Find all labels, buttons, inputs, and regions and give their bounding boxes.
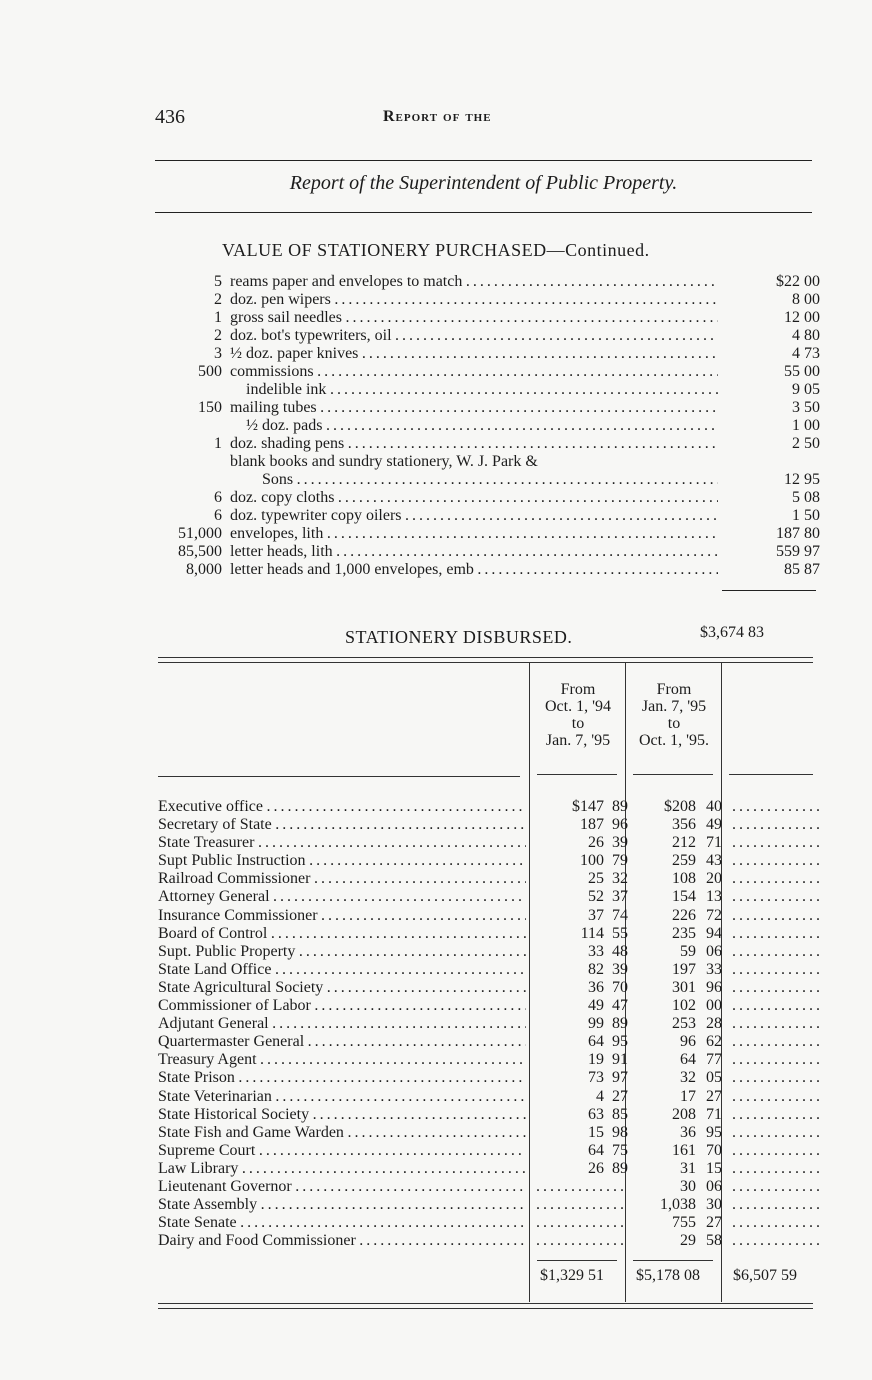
amount-col1: 100 bbox=[580, 852, 604, 870]
department-name bbox=[158, 852, 526, 870]
purchase-row bbox=[160, 327, 820, 345]
purchase-amount: 12 bbox=[784, 471, 800, 488]
purchase-qty: 1 bbox=[214, 435, 222, 452]
department-name-text: Attorney General . . . bbox=[158, 888, 526, 905]
department-name-text: State Veterinarian . . . bbox=[158, 1088, 526, 1105]
purchase-desc-text: doz. bot's typewriters, oil . . . bbox=[230, 327, 718, 344]
department-name-text: State Treasurer . . . bbox=[158, 834, 526, 851]
purchase-desc bbox=[230, 327, 718, 345]
purchase-desc-text: letter heads and 1,000 envelopes, emb . . . bbox=[230, 561, 718, 578]
purchase-row bbox=[160, 345, 820, 363]
department-name-text: Lieutenant Governor . . . bbox=[158, 1178, 526, 1195]
amount-col1: 64 bbox=[588, 1033, 604, 1051]
department-name bbox=[158, 1106, 526, 1124]
cents-col2: 58 bbox=[706, 1232, 722, 1250]
amount-col1: 52 bbox=[588, 888, 604, 906]
cents-col1: 39 bbox=[612, 834, 628, 852]
total-col2: $5,178 08 bbox=[636, 1267, 700, 1284]
amount-col2: 59 bbox=[680, 942, 696, 960]
department-name-text: State Fish and Game Warden . . . bbox=[158, 1124, 526, 1141]
purchase-qty: 3 bbox=[214, 345, 222, 362]
purchased-list bbox=[160, 273, 820, 579]
department-name bbox=[158, 1160, 526, 1178]
table-rule-top-2 bbox=[158, 662, 813, 663]
purchase-row bbox=[160, 525, 820, 543]
purchase-qty: 8,000 bbox=[186, 561, 222, 578]
department-name-text: State Senate . . . bbox=[158, 1214, 526, 1231]
purchase-amount: 55 bbox=[784, 363, 800, 380]
department-name bbox=[158, 1015, 526, 1033]
cents-col1: 79 bbox=[612, 852, 628, 870]
header-rule-bottom bbox=[155, 212, 812, 213]
amount-col2: 259 bbox=[672, 852, 696, 870]
amount-col3-leaders bbox=[732, 870, 820, 888]
cents-col2: 72 bbox=[706, 906, 722, 924]
amount-col2: 197 bbox=[672, 960, 696, 978]
cents-col1: 32 bbox=[612, 870, 628, 888]
purchase-desc bbox=[230, 543, 718, 561]
cents-col2: 06 bbox=[706, 1177, 722, 1195]
purchase-row bbox=[160, 381, 820, 399]
purchase-desc bbox=[230, 489, 718, 507]
purchase-amount: 12 bbox=[784, 309, 800, 326]
purchase-desc bbox=[230, 453, 718, 471]
purchase-cents: 00 bbox=[804, 309, 820, 326]
department-name-text: Treasury Agent . . . bbox=[158, 1051, 526, 1068]
purchase-desc bbox=[230, 435, 718, 453]
amount-col2: 29 bbox=[680, 1232, 696, 1250]
amount-col3-leaders bbox=[732, 852, 820, 870]
amount-col3-leaders bbox=[732, 1106, 820, 1124]
cents-col1: 55 bbox=[612, 924, 628, 942]
page-number: 436 bbox=[155, 106, 185, 128]
department-name bbox=[158, 943, 526, 961]
department-name bbox=[158, 1142, 526, 1160]
department-name-text: Commissioner of Labor . . . bbox=[158, 997, 526, 1014]
purchase-row bbox=[160, 273, 820, 291]
column-divider-1 bbox=[529, 662, 530, 1302]
department-name-text: Dairy and Food Commissioner . . . bbox=[158, 1232, 526, 1249]
department-name-text: Secretary of State . . . bbox=[158, 816, 526, 833]
amount-col2: 154 bbox=[672, 888, 696, 906]
department-name bbox=[158, 1051, 526, 1069]
department-name-text: Railroad Commissioner . . . bbox=[158, 870, 526, 887]
cents-col2: 28 bbox=[706, 1015, 722, 1033]
purchase-amount: 3 bbox=[792, 399, 800, 416]
head-underline-col3 bbox=[729, 774, 813, 775]
amount-col2: 102 bbox=[672, 997, 696, 1015]
purchase-desc-text: Sons . . . bbox=[262, 471, 718, 488]
amount-col3-leaders bbox=[732, 997, 820, 1015]
department-name bbox=[158, 888, 526, 906]
cents-col2: 96 bbox=[706, 978, 722, 996]
header-rule-top bbox=[155, 160, 812, 161]
department-name-text: Law Library . . . bbox=[158, 1160, 526, 1177]
table-rule-top-1 bbox=[158, 657, 813, 658]
cents-col2: 13 bbox=[706, 888, 722, 906]
purchase-desc bbox=[230, 561, 718, 579]
purchase-desc bbox=[230, 273, 718, 291]
department-name bbox=[158, 979, 526, 997]
amount-col3-leaders bbox=[732, 961, 820, 979]
cents-col2: 94 bbox=[706, 924, 722, 942]
amount-col2: 30 bbox=[680, 1177, 696, 1195]
purchase-row bbox=[160, 471, 820, 489]
cents-col1: 98 bbox=[612, 1123, 628, 1141]
purchase-desc bbox=[230, 309, 718, 327]
purchase-desc bbox=[230, 525, 718, 543]
purchase-qty: 2 bbox=[214, 291, 222, 308]
department-name-text: Supt Public Instruction . . . bbox=[158, 852, 526, 869]
amount-col3-leaders bbox=[732, 816, 820, 834]
cents-col2: 95 bbox=[706, 1123, 722, 1141]
department-name-text: Adjutant General . . . bbox=[158, 1015, 526, 1032]
amount-col1: 64 bbox=[588, 1141, 604, 1159]
purchase-desc-text: mailing tubes . . . bbox=[230, 399, 718, 416]
cents-col2: 77 bbox=[706, 1051, 722, 1069]
purchase-desc-text: reams paper and envelopes to match . . . bbox=[230, 273, 718, 290]
purchase-amount: 4 bbox=[792, 327, 800, 344]
purchase-desc-text: doz. typewriter copy oilers . . . bbox=[230, 507, 718, 524]
cents-col1: 37 bbox=[612, 888, 628, 906]
purchase-desc bbox=[230, 345, 718, 363]
purchase-cents: 50 bbox=[804, 399, 820, 416]
purchase-cents: 05 bbox=[804, 381, 820, 398]
cents-col2: 71 bbox=[706, 1105, 722, 1123]
amount-col3-leaders bbox=[732, 907, 820, 925]
cents-col2: 43 bbox=[706, 852, 722, 870]
amount-col1: 99 bbox=[588, 1015, 604, 1033]
purchase-desc bbox=[246, 417, 718, 435]
purchase-row bbox=[160, 543, 820, 561]
department-name bbox=[158, 1088, 526, 1106]
purchase-row bbox=[160, 309, 820, 327]
purchase-desc bbox=[230, 363, 718, 381]
head-underline-names bbox=[158, 776, 520, 777]
amount-col2: 356 bbox=[672, 816, 696, 834]
purchase-cents: 87 bbox=[804, 561, 820, 578]
amount-col1: 73 bbox=[588, 1069, 604, 1087]
department-name bbox=[158, 816, 526, 834]
purchase-amount: 9 bbox=[792, 381, 800, 398]
department-name-text: Insurance Commissioner . . . bbox=[158, 907, 526, 924]
cents-col2: 05 bbox=[706, 1069, 722, 1087]
purchase-cents: 00 bbox=[804, 417, 820, 434]
amount-col2: 1,038 bbox=[660, 1196, 696, 1214]
purchase-row bbox=[160, 399, 820, 417]
amount-col2: 96 bbox=[680, 1033, 696, 1051]
cents-col1: 95 bbox=[612, 1033, 628, 1051]
department-name bbox=[158, 834, 526, 852]
purchase-cents: 00 bbox=[804, 363, 820, 380]
amount-col1: 37 bbox=[588, 906, 604, 924]
cents-col2: 40 bbox=[706, 798, 722, 815]
total-col1: $1,329 51 bbox=[540, 1267, 604, 1284]
cents-col2: 49 bbox=[706, 816, 722, 834]
cents-col2: 20 bbox=[706, 870, 722, 888]
purchase-qty: 1 bbox=[214, 309, 222, 326]
purchase-desc-text: blank books and sundry stationery, W. J. Park & bbox=[230, 453, 538, 470]
amount-col1: 187 bbox=[580, 816, 604, 834]
cents-col1: 27 bbox=[612, 1087, 628, 1105]
cents-col2: 33 bbox=[706, 960, 722, 978]
cents-col1: 70 bbox=[612, 978, 628, 996]
department-name bbox=[158, 1033, 526, 1051]
purchase-qty: 51,000 bbox=[178, 525, 222, 542]
amount-col3-leaders bbox=[732, 943, 820, 961]
amount-col1-leaders bbox=[536, 1214, 626, 1232]
cents-col1: 89 bbox=[612, 798, 628, 815]
amount-col1: 26 bbox=[588, 834, 604, 852]
amount-col2: 301 bbox=[672, 978, 696, 996]
purchase-amount: 5 bbox=[792, 489, 800, 506]
purchase-amount: 4 bbox=[792, 345, 800, 362]
department-name bbox=[158, 907, 526, 925]
amount-col2: 32 bbox=[680, 1069, 696, 1087]
amount-col1: 114 bbox=[580, 924, 604, 942]
purchase-amount: 1 bbox=[792, 417, 800, 434]
department-name-text: State Historical Society . . . bbox=[158, 1106, 526, 1123]
amount-col2: 64 bbox=[680, 1051, 696, 1069]
amount-col3-leaders bbox=[732, 925, 820, 943]
purchase-amount: $22 bbox=[776, 273, 800, 290]
cents-col1: 89 bbox=[612, 1015, 628, 1033]
disbursed-section-title: STATIONERY DISBURSED. bbox=[345, 627, 573, 647]
department-name-text: Supreme Court . . . bbox=[158, 1142, 526, 1159]
purchased-section-title: VALUE OF STATIONERY PURCHASED—Continued. bbox=[222, 240, 650, 260]
purchase-qty: 85,500 bbox=[178, 543, 222, 560]
cents-col1: 85 bbox=[612, 1105, 628, 1123]
purchase-row bbox=[160, 507, 820, 525]
column-head-period-2: From Jan. 7, '95 to Oct. 1, '95. bbox=[639, 681, 709, 749]
amount-col3-leaders bbox=[732, 834, 820, 852]
purchase-amount: 85 bbox=[784, 561, 800, 578]
running-head: Report of the bbox=[383, 108, 492, 125]
purchase-desc-text: gross sail needles . . . bbox=[230, 309, 718, 326]
department-name bbox=[158, 870, 526, 888]
department-name-text: Supt. Public Property . . . bbox=[158, 943, 526, 960]
department-name bbox=[158, 925, 526, 943]
head-underline-col2 bbox=[633, 774, 713, 775]
purchase-qty: 6 bbox=[214, 507, 222, 524]
amount-col3-leaders bbox=[732, 1196, 820, 1214]
amount-col3-leaders bbox=[732, 1178, 820, 1196]
amount-col2: 253 bbox=[672, 1015, 696, 1033]
amount-col3-leaders bbox=[732, 1051, 820, 1069]
purchased-total: $3,674 83 bbox=[700, 624, 764, 641]
purchase-qty: 6 bbox=[214, 489, 222, 506]
purchase-qty: 150 bbox=[198, 399, 222, 416]
purchase-desc-text: indelible ink . . . bbox=[246, 381, 718, 398]
purchase-amount: 2 bbox=[792, 435, 800, 452]
amount-col3-leaders bbox=[732, 1232, 820, 1250]
cents-col1: 89 bbox=[612, 1159, 628, 1177]
amount-col2: 212 bbox=[672, 834, 696, 852]
department-name bbox=[158, 1232, 526, 1250]
cents-col2: 70 bbox=[706, 1141, 722, 1159]
purchase-desc-text: letter heads, lith . . . bbox=[230, 543, 718, 560]
purchase-desc bbox=[230, 291, 718, 309]
cents-col2: 15 bbox=[706, 1159, 722, 1177]
amount-col2: 235 bbox=[672, 924, 696, 942]
amount-col2: 161 bbox=[672, 1141, 696, 1159]
department-name-text: Quartermaster General . . . bbox=[158, 1033, 526, 1050]
amount-col1: 19 bbox=[588, 1051, 604, 1069]
sum-rule-col2 bbox=[633, 1260, 713, 1261]
amount-col3-leaders bbox=[732, 1033, 820, 1051]
department-name bbox=[158, 1214, 526, 1232]
amount-col3-leaders bbox=[732, 979, 820, 997]
department-name-text: State Assembly . . . bbox=[158, 1196, 526, 1213]
amount-col3-leaders bbox=[732, 1069, 820, 1087]
total-col3: $6,507 59 bbox=[733, 1267, 797, 1284]
purchase-cents: 80 bbox=[804, 525, 820, 542]
purchase-row bbox=[160, 489, 820, 507]
cents-col1: 96 bbox=[612, 816, 628, 834]
amount-col2: 226 bbox=[672, 906, 696, 924]
column-head-period-1: From Oct. 1, '94 to Jan. 7, '95 bbox=[545, 681, 611, 749]
table-rule-bottom-1 bbox=[158, 1303, 813, 1304]
cents-col2: 27 bbox=[706, 1087, 722, 1105]
purchase-row bbox=[160, 417, 820, 435]
purchase-cents: 08 bbox=[804, 489, 820, 506]
purchased-total-rule bbox=[722, 590, 816, 591]
purchase-desc-text: doz. pen wipers . . . bbox=[230, 291, 718, 308]
purchase-cents: 80 bbox=[804, 327, 820, 344]
amount-col3-leaders bbox=[732, 1160, 820, 1178]
amount-col2: $208 bbox=[664, 798, 696, 815]
amount-col2: 755 bbox=[672, 1214, 696, 1232]
amount-col3-leaders bbox=[732, 1142, 820, 1160]
purchase-desc-text: ½ doz. paper knives . . . bbox=[230, 345, 718, 362]
amount-col1: 63 bbox=[588, 1105, 604, 1123]
purchase-qty: 2 bbox=[214, 327, 222, 344]
purchase-row bbox=[160, 453, 820, 471]
department-name bbox=[158, 1069, 526, 1087]
purchase-desc bbox=[230, 507, 718, 525]
amount-col3-leaders bbox=[732, 798, 820, 816]
cents-col2: 62 bbox=[706, 1033, 722, 1051]
cents-col1: 91 bbox=[612, 1051, 628, 1069]
report-title: Report of the Superintendent of Public Property. bbox=[289, 172, 678, 194]
amount-col1-leaders bbox=[536, 1178, 626, 1196]
purchase-row bbox=[160, 363, 820, 381]
sum-rule-col1 bbox=[537, 1260, 617, 1261]
amount-col2: 208 bbox=[672, 1105, 696, 1123]
amount-col2: 36 bbox=[680, 1123, 696, 1141]
purchase-row bbox=[160, 435, 820, 453]
department-name bbox=[158, 997, 526, 1015]
purchase-cents: 00 bbox=[804, 273, 820, 290]
amount-col1-leaders bbox=[536, 1232, 626, 1250]
purchase-desc-text: doz. copy cloths . . . bbox=[230, 489, 718, 506]
table-rule-bottom-2 bbox=[158, 1308, 813, 1309]
amount-col1: 25 bbox=[588, 870, 604, 888]
department-name-text: State Agricultural Society . . . bbox=[158, 979, 526, 996]
department-name bbox=[158, 1178, 526, 1196]
amount-col1: 82 bbox=[588, 960, 604, 978]
amount-col3-leaders bbox=[732, 1124, 820, 1142]
purchase-cents: 73 bbox=[804, 345, 820, 362]
purchase-amount: 187 bbox=[776, 525, 800, 542]
purchase-row bbox=[160, 561, 820, 579]
cents-col2: 00 bbox=[706, 997, 722, 1015]
amount-col1-leaders bbox=[536, 1196, 626, 1214]
department-name-text: Executive office . . . bbox=[158, 798, 526, 815]
purchase-row bbox=[160, 291, 820, 309]
department-name bbox=[158, 1124, 526, 1142]
amount-col3-leaders bbox=[732, 888, 820, 906]
purchase-desc-text: commissions . . . bbox=[230, 363, 718, 380]
cents-col1: 97 bbox=[612, 1069, 628, 1087]
purchase-amount: 8 bbox=[792, 291, 800, 308]
cents-col1: 39 bbox=[612, 960, 628, 978]
department-name bbox=[158, 1196, 526, 1214]
department-name bbox=[158, 961, 526, 979]
amount-col2: 17 bbox=[680, 1087, 696, 1105]
cents-col2: 71 bbox=[706, 834, 722, 852]
purchase-cents: 00 bbox=[804, 291, 820, 308]
cents-col2: 30 bbox=[706, 1196, 722, 1214]
department-name-text: State Prison . . . bbox=[158, 1069, 526, 1086]
amount-col1: $147 bbox=[572, 798, 604, 815]
purchase-desc bbox=[230, 399, 718, 417]
amount-col1: 15 bbox=[588, 1123, 604, 1141]
amount-col1: 49 bbox=[588, 997, 604, 1015]
amount-col2: 108 bbox=[672, 870, 696, 888]
amount-col3-leaders bbox=[732, 1088, 820, 1106]
purchase-cents: 97 bbox=[804, 543, 820, 560]
purchase-qty: 500 bbox=[198, 363, 222, 380]
cents-col2: 06 bbox=[706, 942, 722, 960]
cents-col1: 47 bbox=[612, 997, 628, 1015]
purchase-amount: 1 bbox=[792, 507, 800, 524]
amount-col1: 36 bbox=[588, 978, 604, 996]
cents-col1: 75 bbox=[612, 1141, 628, 1159]
department-name-text: State Land Office . . . bbox=[158, 961, 526, 978]
purchase-desc bbox=[262, 471, 718, 489]
head-underline-col1 bbox=[537, 774, 617, 775]
amount-col3-leaders bbox=[732, 1214, 820, 1232]
amount-col1: 33 bbox=[588, 942, 604, 960]
cents-col1: 74 bbox=[612, 906, 628, 924]
purchase-desc-text: ½ doz. pads . . . bbox=[246, 417, 718, 434]
purchase-cents: 95 bbox=[804, 471, 820, 488]
purchase-qty: 5 bbox=[214, 273, 222, 290]
cents-col2: 27 bbox=[706, 1214, 722, 1232]
cents-col1: 48 bbox=[612, 942, 628, 960]
purchase-desc-text: doz. shading pens . . . bbox=[230, 435, 718, 452]
amount-col3-leaders bbox=[732, 1015, 820, 1033]
purchase-desc-text: envelopes, lith . . . bbox=[230, 525, 718, 542]
purchase-cents: 50 bbox=[804, 435, 820, 452]
amount-col2: 31 bbox=[680, 1159, 696, 1177]
purchase-amount: 559 bbox=[776, 543, 800, 560]
department-name-text: Board of Control . . . bbox=[158, 925, 526, 942]
amount-col1: 26 bbox=[588, 1159, 604, 1177]
amount-col1: 4 bbox=[596, 1087, 604, 1105]
purchase-cents: 50 bbox=[804, 507, 820, 524]
department-name bbox=[158, 798, 526, 816]
purchase-desc bbox=[246, 381, 718, 399]
